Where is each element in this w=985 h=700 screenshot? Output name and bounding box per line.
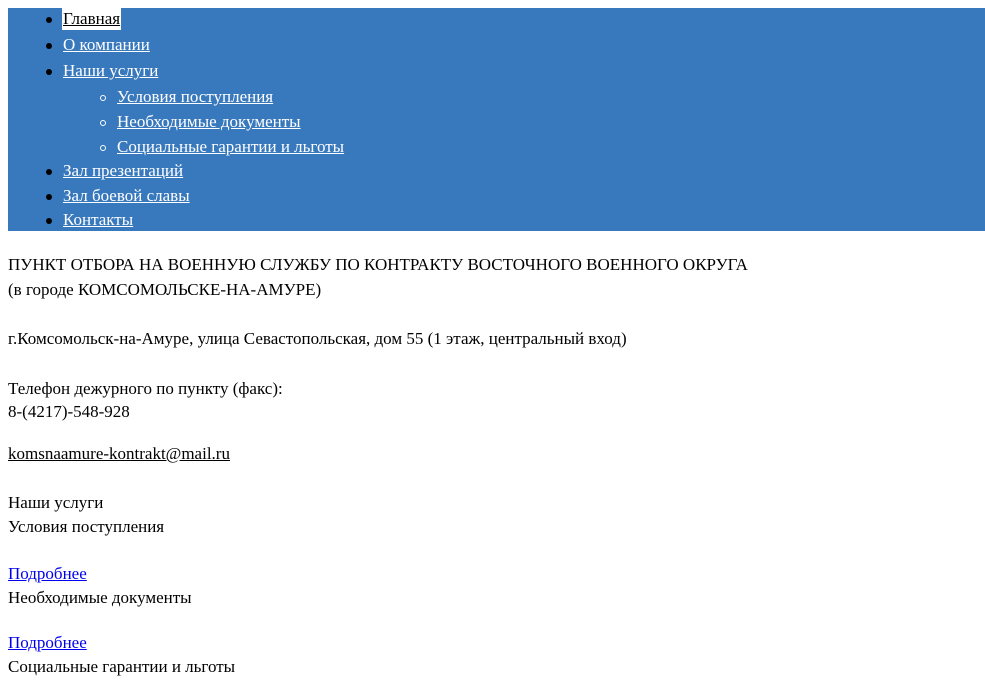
service-guarantees-title: Социальные гарантии и льготы [8, 657, 236, 676]
main-navigation [8, 8, 985, 231]
service-documents-title: Необходимые документы [8, 588, 192, 607]
email-link[interactable]: komsnaamure-kontrakt@mail.ru [8, 444, 230, 463]
bullet-disc-icon [46, 43, 52, 49]
bullet-circle-icon [100, 120, 106, 126]
bullet-disc-icon [46, 218, 52, 224]
bullet-circle-icon [100, 95, 106, 101]
phone-number: 8-(4217)-548-928 [8, 402, 130, 421]
nav-link-contacts[interactable]: Контакты [63, 210, 134, 229]
nav-link-documents[interactable]: Необходимые документы [117, 112, 301, 131]
more-link-conditions[interactable]: Подробнее [8, 564, 87, 583]
bullet-disc-icon [46, 194, 52, 200]
nav-link-glory-hall[interactable]: Зал боевой славы [63, 186, 190, 205]
nav-link-about[interactable]: О компании [63, 35, 150, 54]
bullet-disc-icon [46, 169, 52, 175]
service-conditions-title: Условия поступления [8, 517, 165, 536]
nav-link-home[interactable]: Главная [63, 9, 121, 28]
address-text: г.Комсомольск-на-Амуре, улица Севастопольская, дом 55 (1 этаж, центральный вход) [8, 329, 627, 348]
page-title-line-2: (в городе КОМСОМОЛЬСКЕ-НА-АМУРЕ) [8, 280, 322, 299]
more-link-documents[interactable]: Подробнее [8, 633, 87, 652]
nav-link-presentations[interactable]: Зал презентаций [63, 161, 184, 180]
page-title-line-1: ПУНКТ ОТБОРА НА ВОЕННУЮ СЛУЖБУ ПО КОНТРАКТУ ВОСТОЧНОГО ВОЕННОГО ОКРУГА [8, 255, 748, 274]
nav-link-services[interactable]: Наши услуги [63, 61, 159, 80]
bullet-circle-icon [100, 145, 106, 151]
nav-link-conditions[interactable]: Условия поступления [117, 87, 274, 106]
services-title: Наши услуги [8, 493, 104, 512]
phone-label: Телефон дежурного по пункту (факс): [8, 379, 283, 398]
nav-link-guarantees[interactable]: Социальные гарантии и льготы [117, 137, 345, 156]
bullet-disc-icon [46, 17, 52, 23]
bullet-disc-icon [46, 69, 52, 75]
